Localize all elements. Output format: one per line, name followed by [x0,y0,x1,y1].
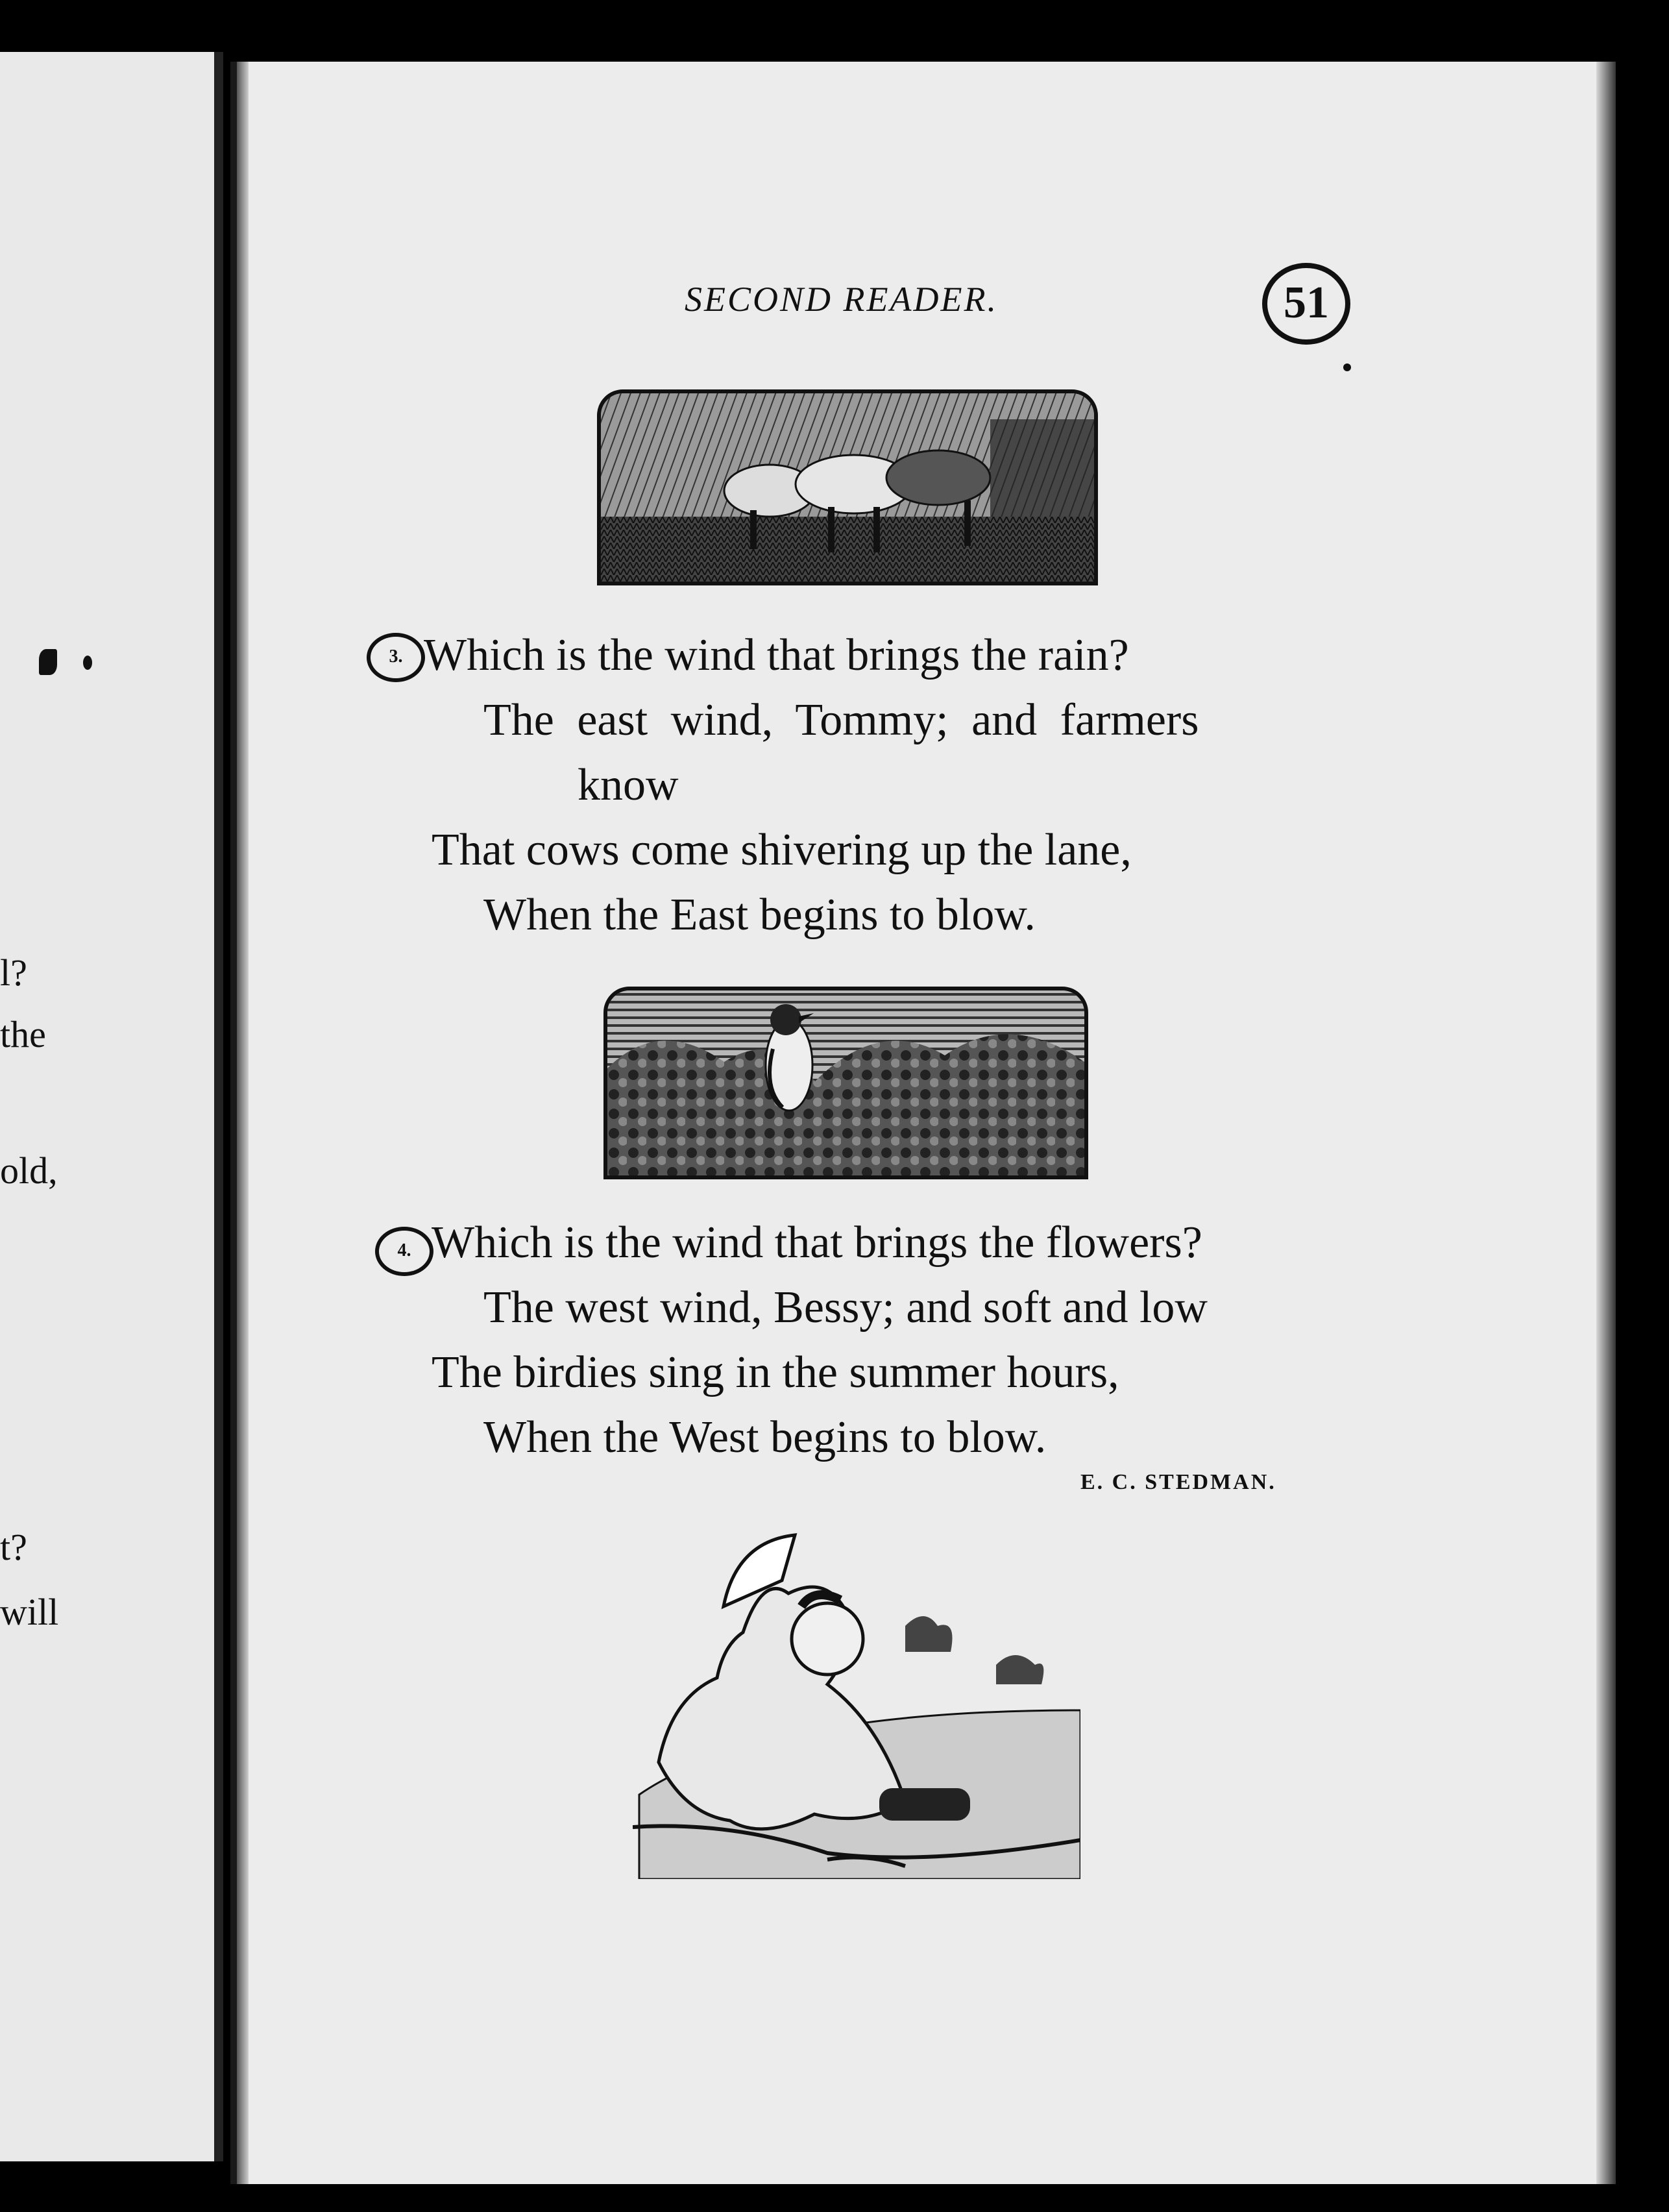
stanza-3-line: know [578,760,679,810]
child-resting-illustration [633,1516,1080,1879]
left-page-fragment: the [0,1013,46,1055]
running-header: SECOND READER. [685,280,998,319]
bird-engraving-svg [607,990,1084,1175]
stanza-3-line: The east wind, Tommy; and farmers [483,695,1199,745]
page-gutter [237,62,249,2184]
stanza-4-line: The birdies sing in the summer hours, [432,1347,1119,1397]
page-edge [1596,62,1616,2184]
ink-mark [39,649,57,675]
child-engraving-svg [633,1516,1080,1879]
stanza-3-line: When the East begins to blow. [483,890,1036,940]
stanza-4-marker: 4. [375,1227,433,1276]
cows-in-rain-illustration [597,389,1098,585]
stanza-3-line: That cows come shivering up the lane, [432,825,1132,875]
left-page-fragment: will [0,1591,59,1633]
stanza-3-marker: 3. [367,633,425,682]
stanza-4-line: Which is the wind that brings the flowers? [432,1218,1202,1268]
left-page-fragment: l? [0,952,27,994]
left-page [0,52,223,2161]
stanza-4-line: When the West begins to blow. [483,1412,1047,1462]
bird-on-bush-illustration [603,987,1088,1179]
right-page [230,62,1616,2184]
page-number: 51 [1262,263,1350,345]
stanza-4-line: The west wind, Bessy; and soft and low [483,1283,1208,1333]
stanza-3-line: Which is the wind that brings the rain? [424,630,1129,680]
author-attribution: E. C. STEDMAN. [1080,1470,1276,1494]
left-page-fragment: t? [0,1526,27,1568]
left-page-fragment: old, [0,1149,58,1192]
ink-mark [1343,363,1351,371]
cows-engraving-svg [601,393,1094,582]
ink-mark [83,656,92,670]
